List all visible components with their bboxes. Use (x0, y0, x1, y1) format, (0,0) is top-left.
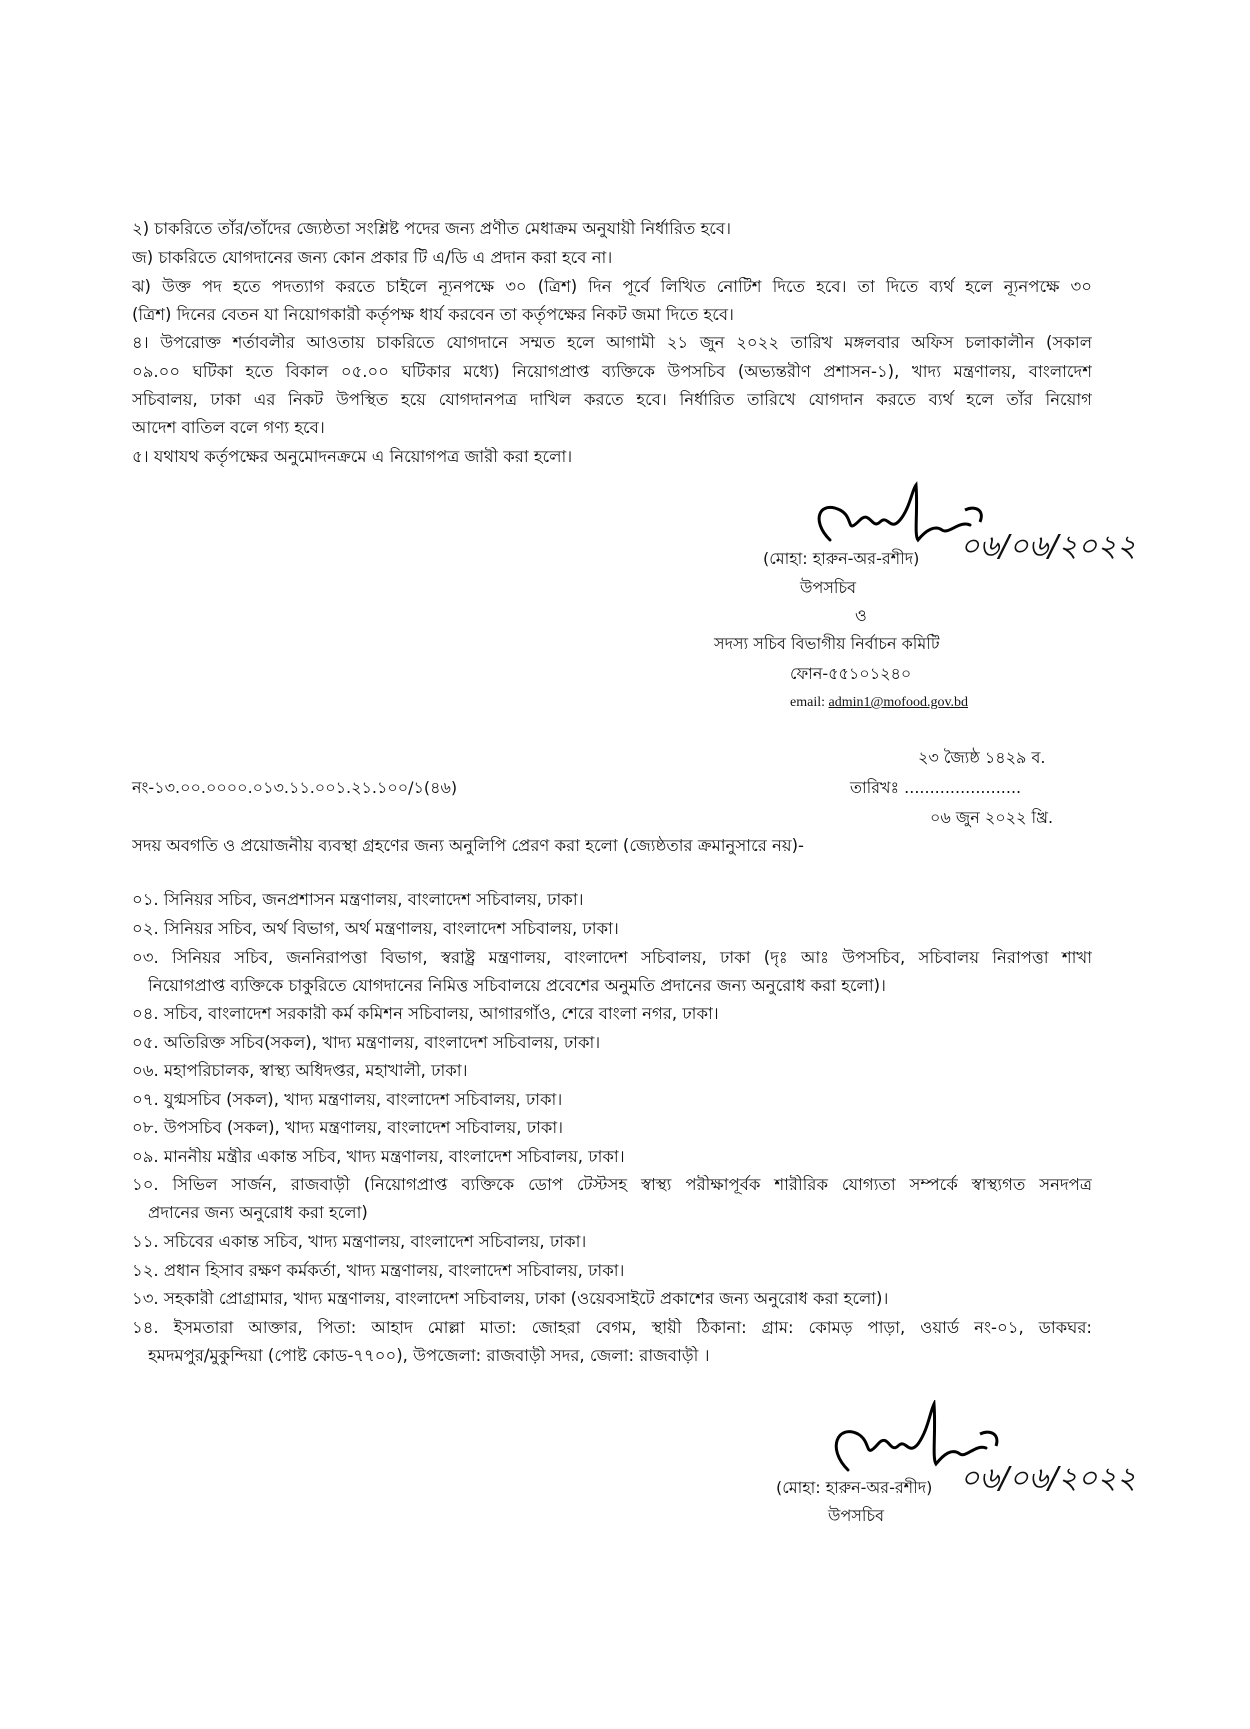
list-item: ০৮. উপসচিব (সকল), খাদ্য মন্ত্রণালয়, বাংলাদেশ সচিবালয়, ঢাকা। (132, 1118, 564, 1137)
list-item: ০২. সিনিয়র সচিব, অর্থ বিভাগ, অর্থ মন্ত্রণালয়, বাংলাদেশ সচিবালয়, ঢাকা। (132, 919, 619, 938)
email-label: email: (790, 695, 825, 710)
email-link[interactable]: admin1@mofood.gov.bd (828, 695, 969, 710)
list-item: ১৩. সহকারী প্রোগ্রামার, খাদ্য মন্ত্রণালয়, বাংলাদেশ সচিবালয়, ঢাকা (ওয়েবসাইটে প্রকাশের জন্য অনুরোধ করা হলো)। (132, 1289, 889, 1308)
signatory-title: উপসচিব (800, 578, 857, 597)
signature-date: ০৬/০৬/২০২২ (960, 1461, 1137, 1496)
list-item: ০৩. সিনিয়র সচিব, জননিরাপত্তা বিভাগ, স্বরাষ্ট্র মন্ত্রণালয়, বাংলাদেশ সচিবালয়, ঢাকা (দৃঃ আঃ উপসচিব, সচিবালয় নিরাপত্তা শাখা (132, 948, 1092, 967)
list-item: ০৫. অতিরিক্ত সচিব(সকল), খাদ্য মন্ত্রণালয়, বাংলাদেশ সচিবালয়, ঢাকা। (132, 1033, 601, 1052)
signatory-name: (মোহা: হারুন-অর-রশীদ) (776, 1478, 933, 1497)
term-line: সচিবালয়, ঢাকা এর নিকট উপস্থিত হয়ে যোগদানপত্র দাখিল করতে হবে। নির্ধারিত তারিখে যোগদান করতে ব্যর্থ হলে তাঁর নিয়োগ (132, 390, 1092, 409)
term-line: ৪। উপরোক্ত শর্তাবলীর আওতায় চাকরিতে যোগদানে সম্মত হলে আগামী ২১ জুন ২০২২ তারিখ মঙ্গলবার অফিস চলাকালীন (সকাল (132, 333, 1092, 352)
list-item: ০৯. মাননীয় মন্ত্রীর একান্ত সচিব, খাদ্য মন্ত্রণালয়, বাংলাদেশ সচিবালয়, ঢাকা। (132, 1147, 625, 1166)
signatory-role: সদস্য সচিব বিভাগীয় নির্বাচন কমিটি (714, 634, 940, 653)
term-line: ৫। যথাযথ কর্তৃপক্ষের অনুমোদনক্রমে এ নিয়োগপত্র জারী করা হলো। (132, 447, 573, 466)
list-item-continuation: নিয়োগপ্রাপ্ত ব্যক্তিকে চাকুরিতে যোগদানের নিমিত্ত সচিবালয়ে প্রবেশের অনুমতি প্রদানের জন্য অনুরোধ করা হলো)। (148, 976, 886, 995)
list-item: ১১. সচিবের একান্ত সচিব, খাদ্য মন্ত্রণালয়, বাংলাদেশ সচিবালয়, ঢাকা। (132, 1232, 587, 1251)
term-line: জ) চাকরিতে যোগদানের জন্য কোন প্রকার টি এ/ডি এ প্রদান করা হবে না। (132, 248, 613, 267)
signatory-title: উপসচিব (828, 1506, 885, 1525)
signatory-email (790, 693, 968, 713)
list-item: ০১. সিনিয়র সচিব, জনপ্রশাসন মন্ত্রণালয়, বাংলাদেশ সচিবালয়, ঢাকা। (132, 890, 584, 909)
term-line: ০৯.০০ ঘটিকা হতে বিকাল ০৫.০০ ঘটিকার মধ্যে) নিয়োগপ্রাপ্ত ব্যক্তিকে উপসচিব (অভ্যন্তরীণ প্রশাসন-১), খাদ্য মন্ত্রণালয়, বাংলাদেশ (132, 362, 1092, 381)
copy-intro: সদয় অবগতি ও প্রয়োজনীয় ব্যবস্থা গ্রহণের জন্য অনুলিপি প্রেরণ করা হলো (জ্যেষ্ঠতার ক্রমানুসারে নয়)- (132, 836, 805, 855)
list-item: ১০. সিভিল সার্জন, রাজবাড়ী (নিয়োগপ্রাপ্ত ব্যক্তিকে ডোপ টেস্টসহ স্বাস্থ্য পরীক্ষাপূর্বক শারীরিক যোগ্যতা সম্পর্কে স্বাস্থ্যগত সনদপত্র (132, 1175, 1092, 1194)
memo-number: নং-১৩.০০.০০০০.০১৩.১১.০০১.২১.১০০/১(৪৬) (132, 778, 458, 797)
signature-date: ০৬/০৬/২০২২ (960, 529, 1137, 564)
memo-date-label: তারিখঃ ....................... (850, 778, 1022, 797)
list-item: ০৬. মহাপরিচালক, স্বাস্থ্য অধিদপ্তর, মহাখালী, ঢাকা। (132, 1061, 468, 1080)
signatory-name: (মোহা: হারুন-অর-রশীদ) (763, 549, 920, 568)
list-item: ১৪. ইসমতারা আক্তার, পিতা: আহাদ মোল্লা মাতা: জোহরা বেগম, স্থায়ী ঠিকানা: গ্রাম: কোমড় পাড়া, ওয়ার্ড নং-০১, ডাকঘর: (132, 1318, 1092, 1337)
memo-date-bangla: ২৩ জ্যৈষ্ঠ ১৪২৯ ব. (918, 748, 1046, 767)
memo-date-english: ০৬ জুন ২০২২ খ্রি. (930, 808, 1054, 827)
list-item: ১২. প্রধান হিসাব রক্ষণ কর্মকর্তা, খাদ্য মন্ত্রণালয়, বাংলাদেশ সচিবালয়, ঢাকা। (132, 1261, 625, 1280)
term-line: ঝ) উক্ত পদ হতে পদত্যাগ করতে চাইলে ন্যূনপক্ষে ৩০ (ত্রিশ) দিন পূর্বে লিখিত নোটিশ দিতে হবে। তা দিতে ব্যর্থ হলে ন্যূনপক্ষে ৩০ (132, 277, 1092, 296)
list-item-continuation: প্রদানের জন্য অনুরোধ করা হলো) (148, 1203, 368, 1222)
term-line: (ত্রিশ) দিনের বেতন যা নিয়োগকারী কর্তৃপক্ষ ধার্য করবেন তা কর্তৃপক্ষের নিকট জমা দিতে হবে। (132, 305, 734, 324)
list-item: ০৭. যুগ্মসচিব (সকল), খাদ্য মন্ত্রণালয়, বাংলাদেশ সচিবালয়, ঢাকা। (132, 1090, 563, 1109)
term-line: ২) চাকরিতে তাঁর/তাঁদের জ্যেষ্ঠতা সংশ্লিষ্ট পদের জন্য প্রণীত মেধাক্রম অনুযায়ী নির্ধারিত হবে। (132, 219, 732, 238)
list-item: ০৪. সচিব, বাংলাদেশ সরকারী কর্ম কমিশন সচিবালয়, আগারগাঁও, শেরে বাংলা নগর, ঢাকা। (132, 1004, 719, 1023)
list-item-continuation: হমদমপুর/মুকুন্দিয়া (পোষ্ট কোড-৭৭০০), উপজেলা: রাজবাড়ী সদর, জেলা: রাজবাড়ী । (148, 1346, 710, 1365)
signatory-phone: ফোন-৫৫১০১২৪০ (790, 664, 912, 683)
conjunction-text: ও (855, 606, 867, 625)
term-line: আদেশ বাতিল বলে গণ্য হবে। (132, 418, 325, 437)
